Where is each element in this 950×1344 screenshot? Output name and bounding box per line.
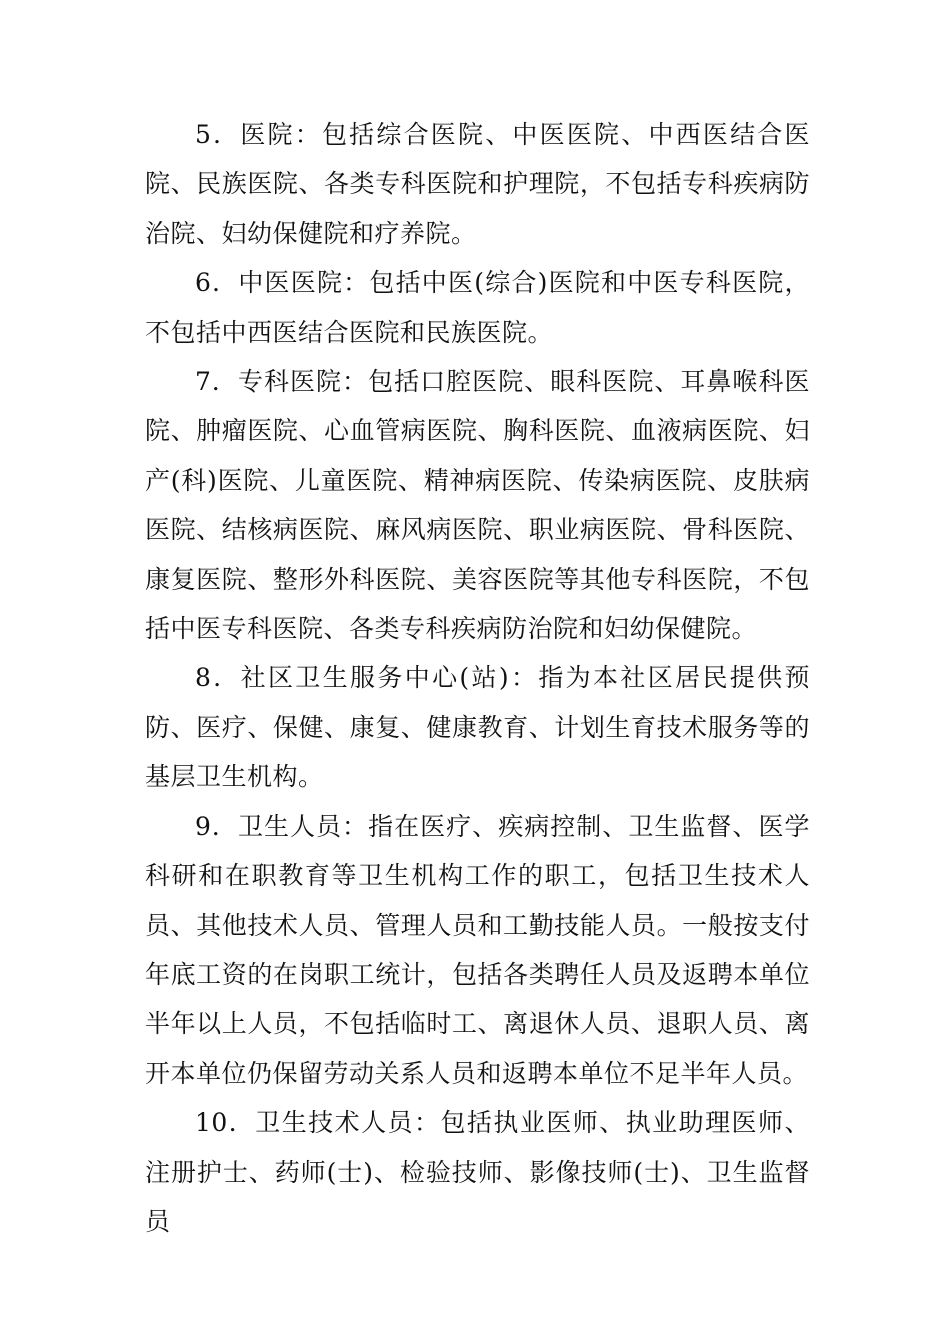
paragraph-hospital: 5．医院：包括综合医院、中医医院、中西医结合医院、民族医院、各类专科医院和护理院，不包括专科疾病防治院、妇幼保健院和疗养院。 xyxy=(145,120,810,248)
paragraph-health-personnel: 9．卫生人员：指在医疗、疾病控制、卫生监督、医学科研和在职教育等卫生机构工作的职工，包括卫生技术人员、其他技术人员、管理人员和工勤技能人员。一般按支付年底工资的在岗职工统计，包括各类聘任人员及返聘本单位半年以上人员，不包括临时工、离退休人员、退职人员、离开本单位仍保留劳动关系人员和返聘本单位不足半年人员。 xyxy=(145,811,810,1088)
paragraph-specialty-hospital: 7．专科医院：包括口腔医院、眼科医院、耳鼻喉科医院、肿瘤医院、心血管病医院、胸科医院、血液病医院、妇产(科)医院、儿童医院、精神病医院、传染病医院、皮肤病医院、结核病医院、麻风病医院、职业病医院、骨科医院、康复医院、整形外科医院、美容医院等其他专科医院，不包括中医专科医院、各类专科疾病防治院和妇幼保健院。 xyxy=(145,367,810,644)
document-body xyxy=(145,110,810,1246)
paragraph-tcm-hospital: 6．中医医院：包括中医(综合)医院和中医专科医院，不包括中西医结合医院和民族医院。 xyxy=(145,268,810,347)
paragraph-community-health-center: 8．社区卫生服务中心(站)：指为本社区居民提供预防、医疗、保健、康复、健康教育、计划生育技术服务等的基层卫生机构。 xyxy=(145,663,810,792)
paragraph-health-technical-personnel: 10．卫生技术人员：包括执业医师、执业助理医师、注册护士、药师(士)、检验技师、影像技师(士)、卫生监督员 xyxy=(145,1108,810,1236)
